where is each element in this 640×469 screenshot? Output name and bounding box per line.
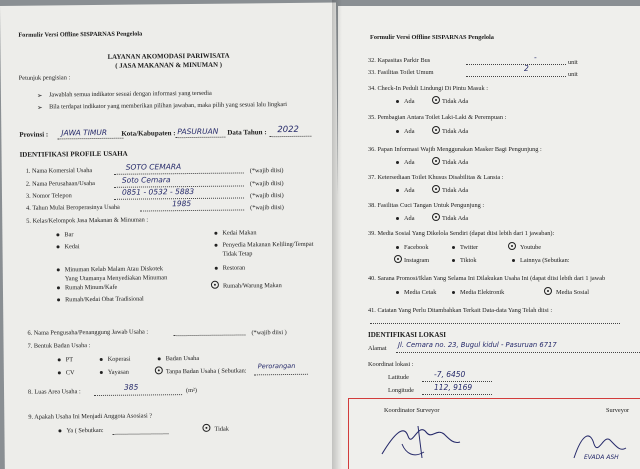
required-note: (*wajib diisi ) <box>251 329 287 337</box>
option-badan-usaha[interactable]: Badan Usaha <box>165 354 200 363</box>
latitude-value[interactable]: -7, 6450 <box>434 370 466 379</box>
option-tidak[interactable]: Tidak <box>214 425 229 433</box>
question-35: 35. Pembagian Antara Toilet Laki-Laki & Perempuan : <box>368 114 507 121</box>
form-subheading: ( JASA MAKANAN & MINUMAN ) <box>115 61 222 70</box>
option-tidak-ada[interactable]: Tidak Ada <box>442 98 469 105</box>
option-ada[interactable]: Ada <box>404 98 415 105</box>
option-kelab-malam[interactable]: Minuman Kelab Malam Atau Diskotek <box>64 265 164 274</box>
option-instagram[interactable]: Instagram <box>404 257 430 264</box>
coordinator-label: Koordinator Surveyor <box>384 407 440 414</box>
question-6: 6. Nama Pengusaha/Penanggung Jawab Usaha : <box>27 328 149 337</box>
unit-label: unit <box>568 59 578 66</box>
option-tidak-ada[interactable]: Tidak Ada <box>442 215 469 222</box>
option-kedai[interactable]: Kedai <box>64 243 80 251</box>
form-page-right <box>338 6 640 469</box>
question-40: 40. Sarana Promosi/Iklan Yang Selama Ini Dilakukan Usaha Ini (dapat diisi lebih dari 1 jawab <box>368 275 606 282</box>
question-32: 32. Kapasitas Parkir Bus <box>368 57 431 64</box>
answer-33[interactable]: 2 <box>524 64 529 73</box>
answer-32[interactable]: - <box>534 53 537 62</box>
selected-circle-icon <box>211 281 219 289</box>
question-37: 37. Ketersediaan Toilet Khusus Disabilitas & Lansia : <box>368 174 504 181</box>
option-twitter[interactable]: Twitter <box>460 244 479 251</box>
option-yayasan[interactable]: Yayasan <box>107 368 129 376</box>
question-41: 41. Catatan Yang Perlu Ditambahkan Terkait Data-data Yang Telah diisi : <box>368 307 553 314</box>
question-9: 9. Apakah Usaha Ini Menjadi Anggota Asosiasi ? <box>28 412 153 421</box>
arrow-icon: ➢ <box>37 104 43 112</box>
option-tiktok[interactable]: Tiktok <box>460 257 477 264</box>
option-ada[interactable]: Ada <box>404 187 415 194</box>
option-keliling[interactable]: Penyedia Makanan Keliling/Tempat <box>222 240 314 249</box>
question-36: 36. Papan Informasi Wajib Menggunakan Masker Bagi Pengunjung : <box>368 146 542 153</box>
form-page-left <box>0 2 341 469</box>
required-note: (*wajib diisi) <box>249 167 284 175</box>
option-restoran[interactable]: Restoran <box>222 264 246 272</box>
option-ada[interactable]: Ada <box>404 215 415 222</box>
selected-circle-icon <box>155 366 163 374</box>
option-tidak-ada[interactable]: Tidak Ada <box>442 159 469 166</box>
selected-circle-icon <box>202 424 210 432</box>
question-2: 2. Nama Perusahaan/Usaha <box>25 180 95 188</box>
option-pt[interactable]: PT <box>65 356 74 364</box>
required-note: (*wajib diisi) <box>249 180 284 188</box>
option-media-cetak[interactable]: Media Cetak <box>404 289 437 296</box>
coordinator-signature <box>374 414 464 466</box>
option-youtube[interactable]: Youtube <box>520 244 542 251</box>
option-media-elektronik[interactable]: Media Elektronik <box>460 289 505 296</box>
instructions-label: Petunjuk pengisian : <box>18 74 71 82</box>
arrow-icon: ➢ <box>36 92 43 100</box>
option-obat-tradisional[interactable]: Rumah/Kedai Obat Tradisional <box>65 295 144 304</box>
answer-3[interactable]: 0851 - 0532 - 5883 <box>121 186 195 197</box>
answer-8[interactable]: 385 <box>123 382 139 392</box>
question-34: 34. Check-In Peduli Lindungi Di Pintu Masuk : <box>368 85 488 92</box>
answer-4[interactable]: 1985 <box>172 199 192 209</box>
option-bar[interactable]: Bar <box>64 231 74 239</box>
koordinat-label: Koordinat lokasi : <box>368 361 414 368</box>
section-title-profile: IDENTIFIKASI PROFILE USAHA <box>19 149 128 159</box>
option-rumah-makan[interactable]: Rumah/Warung Makan <box>222 282 282 290</box>
option-koperasi[interactable]: Koperasi <box>107 355 131 363</box>
provinsi-label: Provinsi : <box>19 130 49 139</box>
required-note: (*wajib diisi) <box>249 192 284 200</box>
option-rumah-minum[interactable]: Rumah Minum/Kafe <box>64 283 118 292</box>
answer-1[interactable]: SOTO CEMARA <box>125 162 182 172</box>
selected-circle-icon <box>432 157 440 165</box>
selected-circle-icon <box>432 126 440 134</box>
selected-circle-icon <box>394 255 402 263</box>
option-kelab-malam-cont: Yang Utamanya Menyediakan Minuman <box>64 274 168 283</box>
selected-circle-icon <box>432 185 440 193</box>
option-lainnya[interactable]: Lainnya (Sebutkan: <box>520 257 570 264</box>
surveyor-label: Surveyor <box>606 407 630 414</box>
option-tidak-ada[interactable]: Tidak Ada <box>442 187 469 194</box>
option-tidak-ada[interactable]: Tidak Ada <box>442 128 469 135</box>
option-kedai-makan[interactable]: Kedai Makan <box>222 229 257 237</box>
question-7: 7. Bentuk Badan Usaha : <box>27 342 91 350</box>
longitude-value[interactable]: 112, 9169 <box>434 383 473 392</box>
alamat-value[interactable]: Jl. Cemara no. 23, Bugul kidul - Pasuruan 6717 <box>398 341 557 349</box>
option-ya[interactable]: Ya ( Sebutkan: <box>66 426 104 435</box>
kota-value[interactable]: PASURUAN <box>177 126 219 137</box>
section-title-location: IDENTIFIKASI LOKASI <box>368 331 446 339</box>
page-fold-shadow <box>332 0 342 469</box>
selected-circle-icon <box>432 96 440 104</box>
selected-circle-icon <box>432 213 440 221</box>
question-1: 1. Nama Komersial Usaha <box>25 167 93 175</box>
answer-2[interactable]: Soto Cemara <box>121 175 171 185</box>
required-note: (*wajib diisi) <box>250 204 284 212</box>
option-media-sosial[interactable]: Media Sosial <box>556 289 590 296</box>
question-38: 38. Fasilitas Cuci Tangan Untuk Pengunjung : <box>368 202 485 209</box>
option-keliling-cont: Tidak Tetap <box>222 250 253 258</box>
selected-circle-icon <box>544 287 552 295</box>
question-8: 8. Luas Area Usaha : <box>28 388 81 396</box>
selected-circle-icon <box>508 242 516 250</box>
option-tanpa-badan-usaha[interactable]: Tanpa Badan Usaha ( Sebutkan: <box>165 367 247 376</box>
option-ada[interactable]: Ada <box>404 159 415 166</box>
kota-label: Kota/Kabupaten : <box>121 129 176 138</box>
area-unit: (m²) <box>186 386 198 395</box>
alamat-label: Alamat <box>368 345 387 352</box>
question-5: 5. Kelas/Kelompok Jasa Makanan & Minuman : <box>26 216 149 225</box>
provinsi-value[interactable]: JAWA TIMUR <box>61 127 108 138</box>
form-heading: LAYANAN AKOMODASI PARIWISATA <box>107 52 230 61</box>
longitude-label: Longitude <box>388 387 414 394</box>
latitude-label: Latitude <box>388 374 409 381</box>
tahun-value[interactable]: 2022 <box>277 124 300 136</box>
tahun-label: Data Tahun : <box>227 128 267 137</box>
form-title: Formulir Versi Offline SISPARNAS Pengelola <box>18 30 143 39</box>
question-33: 33. Fasilitas Toilet Umum <box>368 69 434 76</box>
form-title: Formulir Versi Offline SISPARNAS Pengelola <box>370 34 494 41</box>
answer-tanpa-badan-usaha[interactable]: Perorangan <box>257 361 296 371</box>
question-4: 4. Tahun Mulai Beroperasinya Usaha <box>26 203 120 212</box>
instruction-1: Jawablah semua indikator sesuai dengan informasi yang tersedia <box>48 89 212 99</box>
instruction-2: Bila terdapat indikator yang memberikan pilihan jawaban, maka pilih yang sesuai lalu lingkari <box>49 100 288 111</box>
question-39: 39. Media Sosial Yang Dikelola Sendiri (dapat diisi lebih dari 1 jawaban): <box>368 230 555 237</box>
option-cv[interactable]: CV <box>65 369 75 377</box>
question-3: 3. Nomor Telepon <box>25 192 72 200</box>
surveyor-name: EVADA ASH <box>584 454 619 461</box>
option-ada[interactable]: Ada <box>404 128 415 135</box>
unit-label: unit <box>568 71 578 78</box>
option-facebook[interactable]: Facebook <box>404 244 429 251</box>
